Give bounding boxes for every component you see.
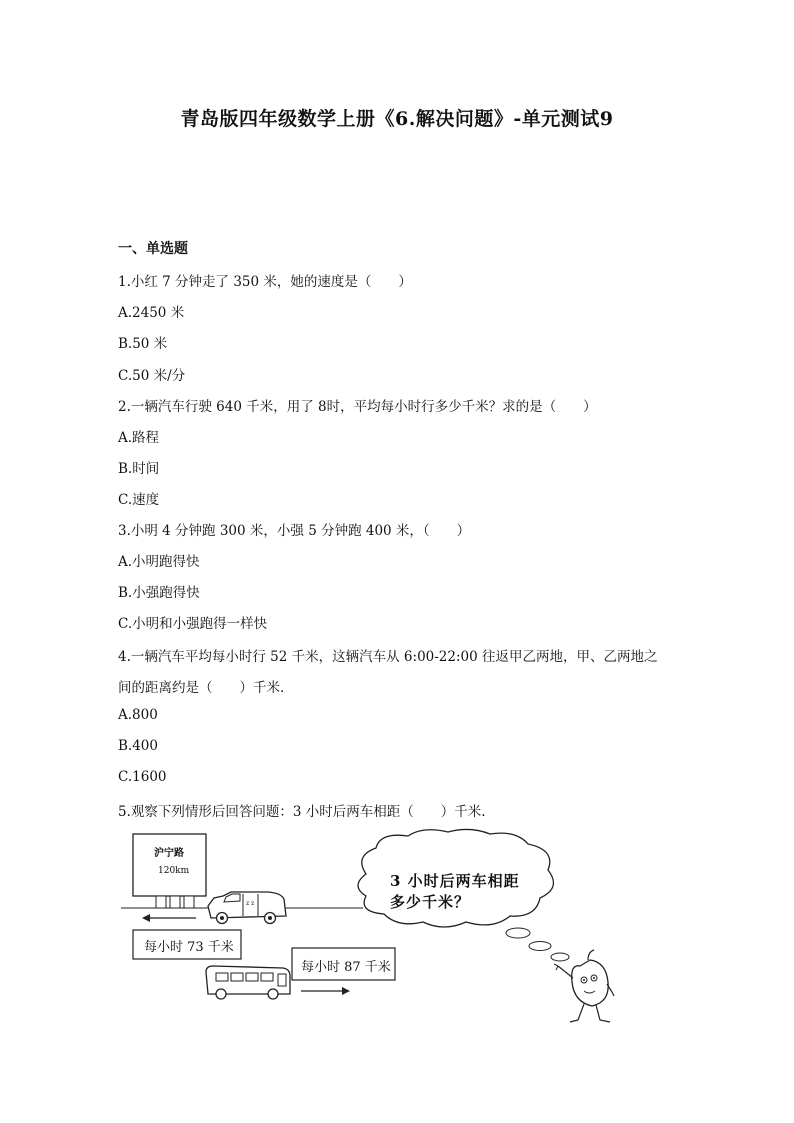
bubble-dot-3: [551, 953, 569, 961]
question-5-figure: [118, 826, 638, 1031]
road-sign-post-mid: [170, 896, 180, 908]
question-2-stem: 2.一辆汽车行驶 640 千米，用了 8时，平均每小时行多少千米？求的是（ ）: [118, 399, 597, 415]
question-3-stem: 3.小明 4 分钟跑 300 米，小强 5 分钟跑 400 米，（ ）: [118, 523, 471, 539]
question-4-option-c: C.1600: [118, 769, 167, 785]
left-arrow-head: [142, 914, 150, 922]
question-3-option-a: A.小明跑得快: [118, 554, 200, 570]
section-heading: 一、单选题: [118, 241, 188, 257]
bubble-text-line-1: 3 小时后两车相距: [390, 872, 520, 890]
question-4-option-a: A.800: [118, 707, 158, 723]
svg-text:z z: z z: [246, 900, 255, 907]
question-4-option-b: B.400: [118, 738, 158, 754]
bus-speed-label: 每小时 87 千米: [301, 960, 391, 975]
road-sign-post-left: [156, 896, 166, 908]
bus-icon: [206, 966, 290, 999]
question-3-option-b: B.小强跑得快: [118, 585, 200, 601]
question-2-option-c: C.速度: [118, 492, 160, 508]
question-4-stem-line-1: 4.一辆汽车平均每小时行 52 千米，这辆汽车从 6:00-22:00 往返甲乙两地，甲、乙两地之: [118, 649, 658, 665]
question-1-option-b: B.50 米: [118, 336, 168, 352]
road-sign-name: 沪宁路: [154, 848, 184, 859]
bubble-text-line-2: 多少千米？: [390, 893, 471, 911]
bubble-dot-1: [506, 928, 530, 938]
question-2-option-a: A.路程: [118, 430, 160, 446]
question-1-stem: 1.小红 7 分钟走了 350 米，她的速度是（ ）: [118, 274, 412, 290]
road-sign-post-right: [184, 896, 194, 908]
question-2-option-b: B.时间: [118, 461, 160, 477]
page-title: 青岛版四年级数学上册《6.解决问题》-单元测试9: [180, 108, 614, 130]
question-4-stem-line-2: 间的距离约是（ ）千米.: [118, 680, 285, 696]
bubble-dot-2: [529, 942, 551, 951]
car-speed-label: 每小时 73 千米: [144, 940, 234, 955]
van-icon: [208, 892, 286, 924]
question-5-stem: 5.观察下列情形后回答问题：3 小时后两车相距（ ）千米.: [118, 804, 486, 820]
road-sign-distance: 120km: [158, 866, 190, 876]
question-1-option-c: C.50 米/分: [118, 368, 186, 384]
right-arrow-head: [342, 987, 350, 995]
question-3-option-c: C.小明和小强跑得一样快: [118, 616, 268, 632]
figure-drawing: [118, 826, 638, 1031]
question-1-option-a: A.2450 米: [118, 305, 185, 321]
